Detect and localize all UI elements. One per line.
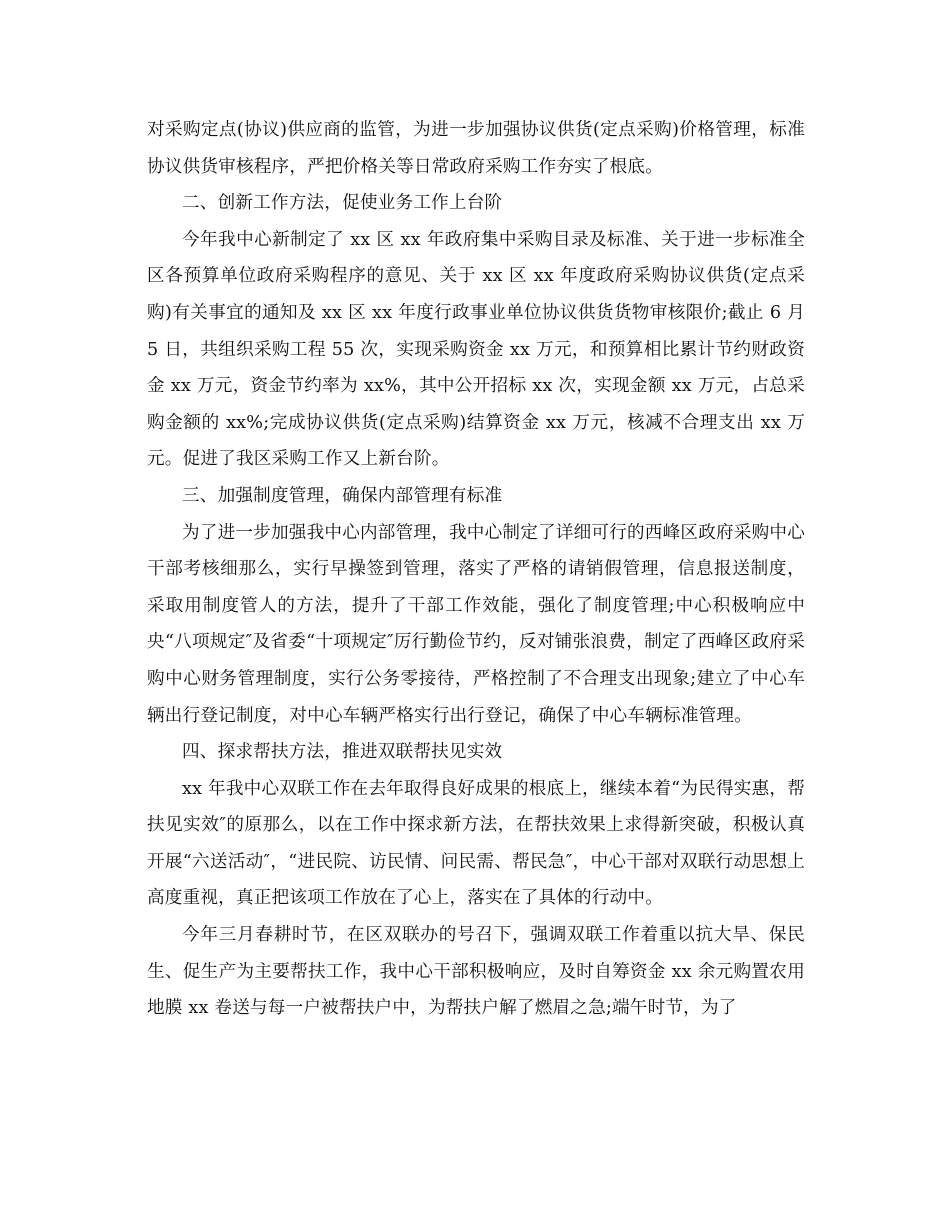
paragraph-procurement-supervision: 对采购定点(协议)供应商的监管，为进一步加强协议供货(定点采购)价格管理，标准协议供货审核程序，严把价格关等日常政府采购工作夯实了根底。 [147, 120, 805, 177]
section-heading-2: 二、创新工作方法，促使业务工作上台阶 [182, 193, 503, 214]
document-body [147, 112, 805, 1027]
section-heading-4: 四、探求帮扶方法，推进双联帮扶见实效 [182, 742, 503, 763]
paragraph-dual-link-work: xx 年我中心双联工作在去年取得良好成果的根底上，继续本着“为民得实惠，帮扶见实效″的原那么，以在工作中探求新方法，在帮扶效果上求得新突破，积极认真开展“六送活动″，“进民院、访民情、问民需、帮民急″，中心干部对双联行动思想上高度重视，真正把该项工作放在了心上，落实在了具体的行动中。 [147, 778, 805, 909]
paragraph-new-methods: 今年我中心新制定了 xx 区 xx 年政府集中采购目录及标准、关于进一步标准全区各预算单位政府采购程序的意见、关于 xx 区 xx 年度政府采购协议供货(定点采购)有关事宜的通知及 xx 区 xx 年度行政事业单位协议供货货物审核限价;截止 6 月 5 日，共组织采购工程 55 次，实现采购资金 xx 万元，和预算相比累计节约财政资金 xx 万元，资金节约率为 xx%，其中公开招标 xx 次，实现金额 xx 万元，占总采购金额的 xx%;完成协议供货(定点采购)结算资金 xx 万元，核减不合理支出 xx 万元。促进了我区采购工作又上新台阶。 [147, 229, 805, 470]
section-heading-3: 三、加强制度管理，确保内部管理有标准 [182, 485, 503, 506]
paragraph-internal-management: 为了进一步加强我中心内部管理，我中心制定了详细可行的西峰区政府采购中心干部考核细那么，实行早操签到管理，落实了严格的请销假管理，信息报送制度，采取用制度管人的方法，提升了干部工作效能，强化了制度管理;中心积极响应中央“八项规定″及省委“十项规定″厉行勤俭节约，反对铺张浪费，制定了西峰区政府采购中心财务管理制度，实行公务零接待，严格控制了不合理支出现象;建立了中心车辆出行登记制度，对中心车辆严格实行出行登记，确保了中心车辆标准管理。 [147, 522, 805, 726]
paragraph-spring-farming: 今年三月春耕时节，在区双联办的号召下，强调双联工作着重以抗大旱、保民生、促生产为主要帮扶工作，我中心干部积极响应，及时自筹资金 xx 余元购置农用地膜 xx 卷送与每一户被帮扶户中，为帮扶户解了燃眉之急;端午时节，为了 [147, 925, 805, 1019]
